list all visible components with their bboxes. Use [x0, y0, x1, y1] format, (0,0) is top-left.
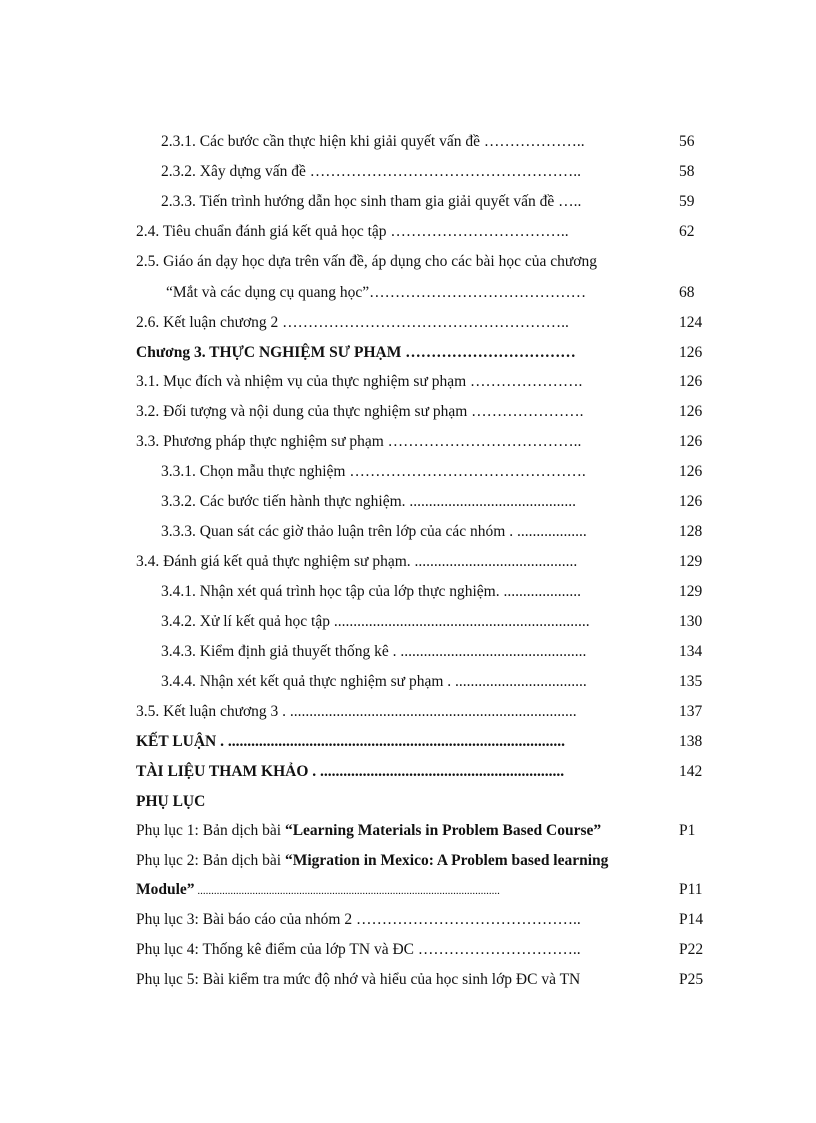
toc-entry-page: 128	[679, 523, 703, 540]
toc-entry-text: TÀI LIỆU THAM KHẢO . ...............................................................	[136, 763, 565, 780]
toc-entry[interactable]	[0, 700, 816, 724]
toc-entry-page: 129	[679, 553, 703, 570]
toc-entry[interactable]	[0, 400, 816, 424]
toc-entry-text: 3.4. Đánh giá kết quả thực nghiệm sư phạm. ..........................................	[136, 553, 578, 570]
toc-entry-section[interactable]	[0, 760, 816, 784]
toc-entry-page: 129	[679, 583, 703, 600]
toc-entry-page: 137	[679, 703, 703, 720]
toc-entry-prefix: Phụ lục 1: Bản dịch bài	[136, 822, 285, 839]
toc-entry[interactable]	[0, 311, 816, 335]
toc-entry-page: 142	[679, 763, 703, 780]
toc-entry[interactable]	[0, 250, 816, 274]
toc-entry-text: 3.4.3. Kiểm định giả thuyết thống kê . ................................................	[161, 643, 587, 660]
toc-entry-text: 2.3.1. Các bước cần thực hiện khi giải quyết vấn đề ………………..	[161, 133, 585, 150]
toc-entry-text: 3.3. Phương pháp thực nghiệm sư phạm ………………………………..	[136, 433, 582, 450]
toc-entry-title: “Learning Materials in Problem Based Course”	[284, 822, 602, 839]
toc-entry[interactable]	[0, 938, 816, 962]
toc-entry-text: 2.3.3. Tiến trình hướng dẫn học sinh tham gia giải quyết vấn đề …..	[161, 193, 582, 210]
toc-entry-page: 135	[679, 673, 703, 690]
toc-entry-text: “Mắt và các dụng cụ quang học”……………………………………	[166, 284, 587, 301]
toc-entry[interactable]	[0, 878, 816, 902]
toc-entry[interactable]	[0, 160, 816, 184]
toc-entry-page: P1	[679, 822, 696, 839]
toc-entry-page: 56	[679, 133, 695, 150]
toc-entry[interactable]	[0, 430, 816, 454]
toc-entry-page: P14	[679, 911, 704, 928]
toc-entry[interactable]	[0, 190, 816, 214]
toc-entry[interactable]	[0, 908, 816, 932]
toc-entry-page: 62	[679, 223, 695, 240]
toc-entry[interactable]	[0, 281, 816, 305]
toc-entry-text	[136, 819, 601, 843]
toc-entry-text	[136, 849, 608, 873]
toc-entry[interactable]	[0, 460, 816, 484]
toc-entry-page: 126	[679, 344, 703, 361]
toc-entry-text: Phụ lục 3: Bài báo cáo của nhóm 2 ……………………………………..	[136, 911, 581, 928]
toc-entry-leader: ..............................................................................................................	[194, 885, 500, 897]
toc-entry[interactable]	[0, 520, 816, 544]
toc-entry-page: 134	[679, 643, 703, 660]
toc-entry-text: 3.4.2. Xử lí kết quả học tập ..................................................................	[161, 613, 590, 630]
toc-entry[interactable]	[0, 819, 816, 843]
toc-entry-page: 126	[679, 373, 703, 390]
toc-entry-text: 3.3.3. Quan sát các giờ thảo luận trên lớp của các nhóm . ..................	[161, 523, 587, 540]
toc-entry-page: 58	[679, 163, 695, 180]
toc-entry-text: 3.4.1. Nhận xét quá trình học tập của lớp thực nghiệm. ....................	[161, 583, 581, 600]
toc-entry-page: 126	[679, 463, 703, 480]
toc-entry-text: 3.4.4. Nhận xét kết quả thực nghiệm sư phạm . ..................................	[161, 673, 587, 690]
toc-entry-page: 59	[679, 193, 695, 210]
toc-entry-page: 126	[679, 403, 703, 420]
toc-entry[interactable]	[0, 220, 816, 244]
toc-entry-page: P22	[679, 941, 704, 958]
toc-entry-page: 130	[679, 613, 703, 630]
toc-entry-page: P25	[679, 971, 704, 988]
toc-entry-page: 138	[679, 733, 703, 750]
toc-entry-text: Phụ lục 4: Thống kê điểm của lớp TN và ĐC …………………………..	[136, 941, 581, 958]
toc-entry-text	[136, 878, 500, 903]
toc-entry-text: 3.3.2. Các bước tiến hành thực nghiệm. ...........................................	[161, 493, 577, 510]
toc-entry-text: Chương 3. THỰC NGHIỆM SƯ PHẠM ……………………………	[136, 344, 576, 361]
toc-entry-text: 3.3.1. Chọn mẫu thực nghiệm ……………………………………….	[161, 463, 586, 480]
toc-entry-text: KẾT LUẬN . .......................................................................................	[136, 733, 565, 750]
toc-entry-page: 124	[679, 314, 703, 331]
toc-entry-page: P11	[679, 881, 703, 898]
toc-entry-text: 3.2. Đối tượng và nội dung của thực nghiệm sư phạm ………………….	[136, 403, 584, 420]
toc-entry-text: 3.5. Kết luận chương 3 . ..........................................................................	[136, 703, 577, 720]
toc-entry-text: 2.5. Giáo án dạy học dựa trên vấn đề, áp dụng cho các bài học của chương	[136, 253, 597, 270]
toc-entry[interactable]	[0, 610, 816, 634]
toc-entry[interactable]	[0, 849, 816, 873]
toc-entry[interactable]	[0, 490, 816, 514]
toc-entry[interactable]	[0, 640, 816, 664]
toc-entry-text: Phụ lục 5: Bài kiểm tra mức độ nhớ và hiểu của học sinh lớp ĐC và TN	[136, 971, 581, 988]
toc-entry-prefix: Phụ lục 2: Bản dịch bài	[136, 852, 285, 869]
toc-entry-section[interactable]	[0, 730, 816, 754]
toc-entry-text: PHỤ LỤC	[136, 793, 206, 810]
toc-entry-text: 2.3.2. Xây dựng vấn đề ……………………………………………..	[161, 163, 581, 180]
toc-entry-page: 126	[679, 493, 703, 510]
toc-entry[interactable]	[0, 670, 816, 694]
toc-entry-title: “Migration in Mexico: A Problem based learning	[284, 852, 609, 869]
toc-entry-text: 2.6. Kết luận chương 2 ………………………………………………..	[136, 314, 569, 331]
toc-entry-page: 126	[679, 433, 703, 450]
toc-entry[interactable]	[0, 580, 816, 604]
toc-entry-text: 2.4. Tiêu chuẩn đánh giá kết quả học tập ……………………………..	[136, 223, 569, 240]
toc-entry-page: 68	[679, 284, 695, 301]
toc-entry[interactable]	[0, 550, 816, 574]
toc-entry[interactable]	[0, 370, 816, 394]
toc-entry[interactable]	[0, 968, 816, 992]
toc-entry-text: 3.1. Mục đích và nhiệm vụ của thực nghiệm sư phạm ………………….	[136, 373, 583, 390]
toc-entry-section[interactable]	[0, 790, 816, 814]
toc-entry-chapter[interactable]	[0, 341, 816, 365]
toc-entry[interactable]	[0, 130, 816, 154]
toc-entry-title: Module”	[136, 881, 195, 898]
